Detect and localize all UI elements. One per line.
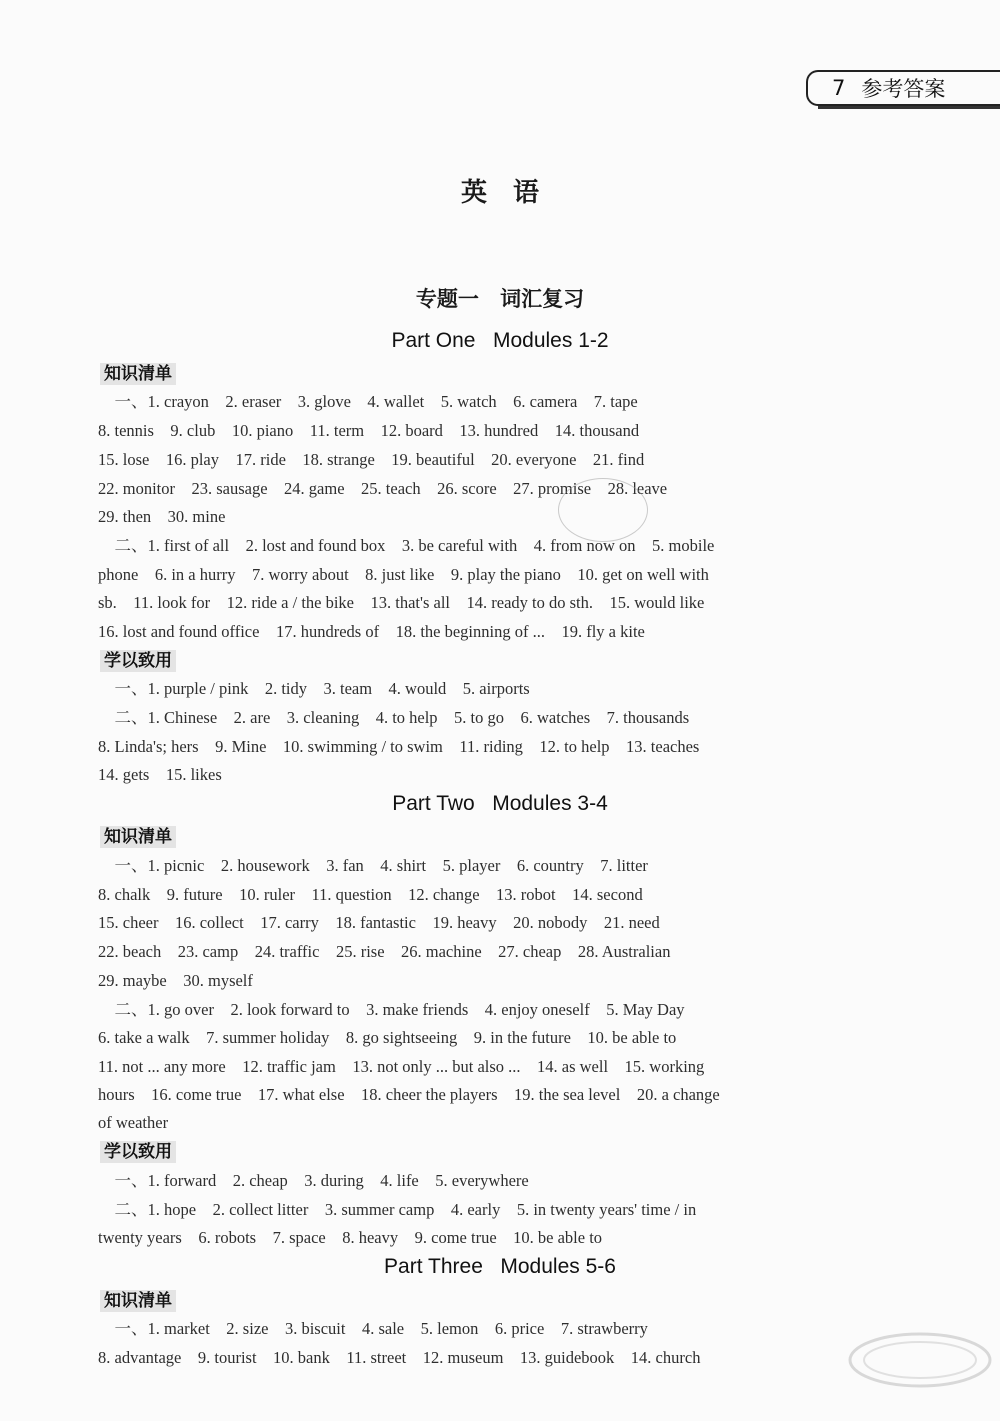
answer-line: 8. tennis 9. club 10. piano 11. term 12. board 13. hundred 14. thousand (98, 421, 640, 440)
answer-line: 二、1. hope 2. collect litter 3. summer camp 4. early 5. in twenty years' time / in (98, 1200, 697, 1219)
part-heading-3: Part Three Modules 5-6 (384, 1255, 616, 1278)
answer-line: hours 16. come true 17. what else 18. cheer the players 19. the sea level 20. a change (98, 1085, 720, 1104)
watermark-logo (845, 1330, 995, 1390)
answer-line: 15. cheer 16. collect 17. carry 18. fantastic 19. heavy 20. nobody 21. need (98, 913, 660, 932)
answer-line: 8. Linda's; hers 9. Mine 10. swimming / to swim 11. riding 12. to help 13. teaches (98, 737, 700, 756)
answer-line: 一、1. crayon 2. eraser 3. glove 4. wallet 5. watch 6. camera 7. tape (98, 392, 638, 411)
ink-stamp (558, 478, 648, 542)
answer-line: 22. monitor 23. sausage 24. game 25. teach 26. score 27. promise 28. leave (98, 479, 668, 498)
answer-line: 一、1. picnic 2. housework 3. fan 4. shirt 5. player 6. country 7. litter (98, 856, 648, 875)
header-title: 参考答案 (861, 77, 946, 101)
answer-line: 29. maybe 30. myself (98, 971, 253, 990)
answer-line: twenty years 6. robots 7. space 8. heavy 9. come true 10. be able to (98, 1228, 603, 1247)
section-knowledge: 知识清单 (100, 826, 176, 848)
page-header-tab (806, 70, 1000, 106)
section-knowledge: 知识清单 (100, 1290, 176, 1312)
answer-line: 14. gets 15. likes (98, 765, 222, 784)
topic-title: 专题一 词汇复习 (415, 287, 585, 311)
answer-line: phone 6. in a hurry 7. worry about 8. just like 9. play the piano 10. get on well with (98, 565, 709, 584)
section-knowledge: 知识清单 (100, 363, 176, 385)
subject-title: 英语 (460, 178, 565, 208)
answer-line: 二、1. Chinese 2. are 3. cleaning 4. to help 5. to go 6. watches 7. thousands (98, 708, 690, 727)
answer-line: 16. lost and found office 17. hundreds of 18. the beginning of ... 19. fly a kite (98, 622, 645, 641)
answer-line: 6. take a walk 7. summer holiday 8. go sightseeing 9. in the future 10. be able to (98, 1028, 677, 1047)
answer-line: 22. beach 23. camp 24. traffic 25. rise 26. machine 27. cheap 28. Australian (98, 942, 671, 961)
section-apply: 学以致用 (100, 650, 176, 672)
answer-line: 15. lose 16. play 17. ride 18. strange 19. beautiful 20. everyone 21. find (98, 450, 645, 469)
answer-line: 11. not ... any more 12. traffic jam 13. not only ... but also ... 14. as well 15. working (98, 1057, 705, 1076)
answer-line: sb. 11. look for 12. ride a / the bike 13. that's all 14. ready to do sth. 15. would like (98, 593, 705, 612)
header-rule (818, 106, 1000, 109)
answer-line: 一、1. purple / pink 2. tidy 3. team 4. would 5. airports (98, 679, 530, 698)
part-heading-2: Part Two Modules 3-4 (392, 792, 608, 815)
answer-line: 二、1. go over 2. look forward to 3. make friends 4. enjoy oneself 5. May Day (98, 1000, 685, 1019)
section-apply: 学以致用 (100, 1141, 176, 1163)
answer-line: 8. chalk 9. future 10. ruler 11. question 12. change 13. robot 14. second (98, 885, 643, 904)
page-number: 7 (832, 76, 846, 100)
part-heading-1: Part One Modules 1-2 (391, 329, 609, 352)
answer-line: 一、1. market 2. size 3. biscuit 4. sale 5. lemon 6. price 7. strawberry (98, 1319, 648, 1338)
answer-line: 29. then 30. mine (98, 507, 226, 526)
answer-line: 二、1. first of all 2. lost and found box 3. be careful with 4. from now on 5. mobile (98, 536, 715, 555)
answer-line: 8. advantage 9. tourist 10. bank 11. street 12. museum 13. guidebook 14. church (98, 1348, 701, 1367)
answer-line: of weather (98, 1113, 169, 1132)
answer-line: 一、1. forward 2. cheap 3. during 4. life 5. everywhere (98, 1171, 529, 1190)
